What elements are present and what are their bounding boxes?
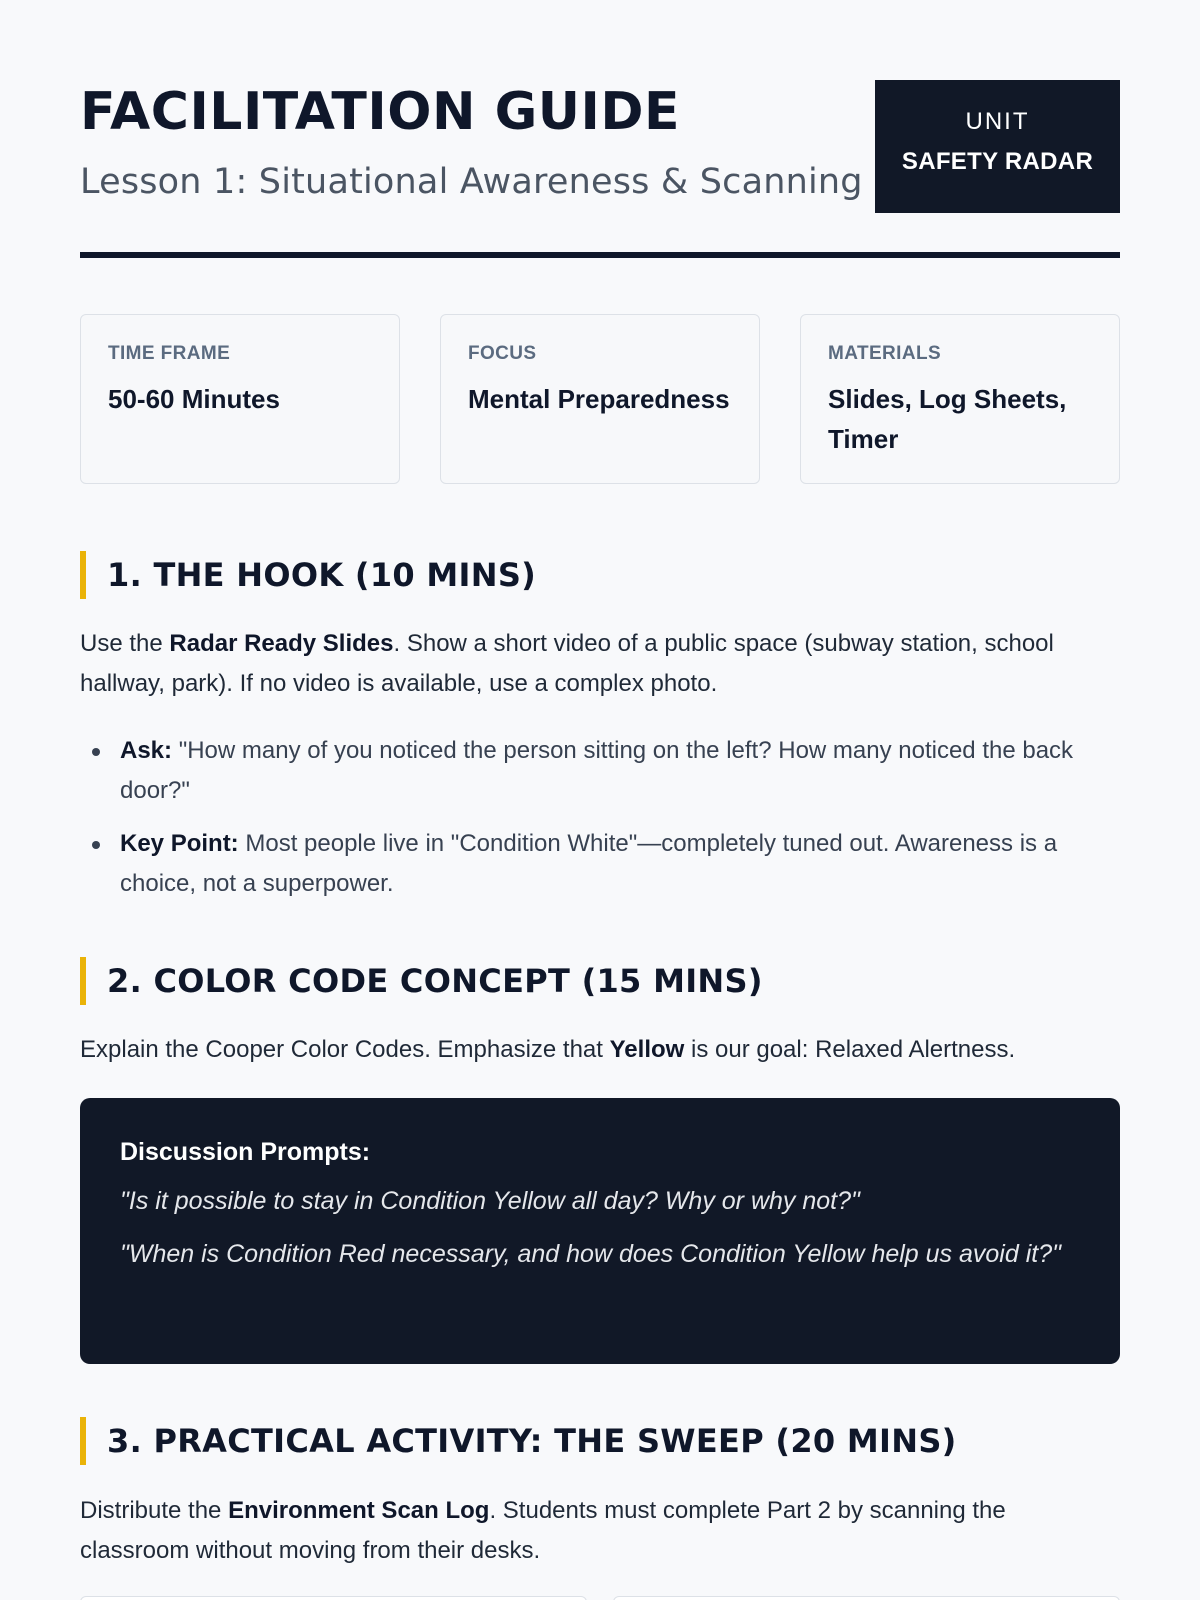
section-hook [80,551,1120,599]
header [80,70,1120,260]
card-value: Mental Preparedness [468,384,730,414]
section-accent-bar [80,957,86,1005]
hook-bullet-list [80,731,1120,917]
bullet-text: Most people live in "Condition White"—completely tuned out. Awareness is a choice, not a superpower. [120,830,1058,897]
prompt-item: "When is Condition Red necessary, and how does Condition Yellow help us avoid it?" [120,1240,1061,1268]
bullet-lead: Key Point: [120,830,239,857]
para-text: is our goal: Relaxed Alertness. [684,1036,1016,1063]
section-sweep-paragraph [80,1491,1120,1571]
section-title: 2. COLOR CODE CONCEPT (15 MINS) [107,962,763,1000]
prompts-title: Discussion Prompts: [120,1138,371,1166]
section-heading [80,1417,1120,1465]
para-text: Use the [80,630,170,657]
unit-label: UNIT [965,108,1030,135]
info-card-focus [440,314,760,484]
list-item [80,824,1120,904]
bullet-text: "How many of you noticed the person sitting on the left? How many noticed the back door?" [120,737,1074,804]
section-heading [80,551,1120,599]
unit-value: SAFETY RADAR [901,148,1094,175]
card-label: TIME FRAME [108,343,231,364]
para-bold: Yellow [609,1036,685,1063]
page-title: FACILITATION GUIDE [80,82,681,142]
section-accent-bar [80,551,86,599]
para-text: . Students must complete Part 2 by scanning the classroom without moving from their desks. [80,1497,1006,1564]
card-label: MATERIALS [828,343,942,364]
para-bold: Environment Scan Log [228,1497,490,1524]
para-text: Explain the Cooper Color Codes. Emphasize that [80,1036,610,1063]
info-card-materials [800,314,1120,484]
section-hook-paragraph [80,624,1120,704]
section-title: 1. THE HOOK (10 MINS) [107,556,537,594]
section-sweep [80,1417,1120,1465]
bottom-cards-partial [80,1596,1120,1600]
header-divider [80,252,1120,258]
section-color-code-paragraph [80,1030,1120,1070]
info-cards [80,314,1120,484]
card-value: Slides, Log Sheets, Timer [828,384,1067,454]
discussion-prompts-box [80,1098,1120,1364]
bullet-lead: Ask: [120,737,173,764]
prompt-item: "Is it possible to stay in Condition Yellow all day? Why or why not?" [120,1187,860,1215]
list-item [80,731,1120,811]
section-accent-bar [80,1417,86,1465]
info-card-time-frame [80,314,400,484]
lesson-subtitle: Lesson 1: Situational Awareness & Scanning [80,162,863,202]
section-heading [80,957,1120,1005]
section-title: 3. PRACTICAL ACTIVITY: THE SWEEP (20 MINS) [107,1422,957,1460]
para-text: . Show a short video of a public space (subway station, school hallway, park). If no video is available, use a complex photo. [80,630,1054,697]
partial-card [80,1596,587,1600]
card-value: 50-60 Minutes [108,384,280,414]
partial-card [613,1596,1120,1600]
para-text: Distribute the [80,1497,229,1524]
card-label: FOCUS [468,343,537,364]
section-color-code [80,957,1120,1005]
unit-badge [875,80,1120,213]
para-bold: Radar Ready Slides [169,630,394,657]
